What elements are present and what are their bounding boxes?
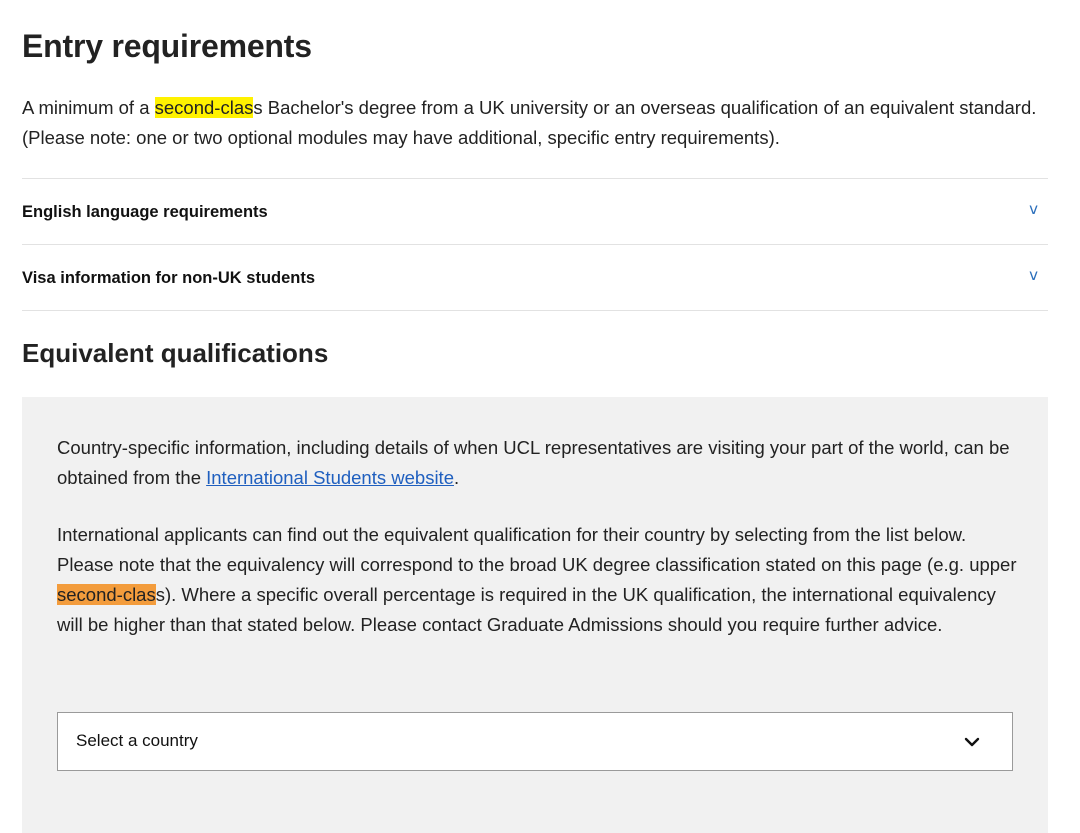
paragraph-text-post: s). Where a specific overall percentage is required in the UK qualification, the international equivalency will be higher than that stated below. Please contact Graduate Admissions should you require further advice. <box>57 584 996 635</box>
select-value: Select a country <box>76 731 198 750</box>
accordion-english-language[interactable] <box>22 178 1048 244</box>
country-select[interactable] <box>57 712 1013 771</box>
entry-intro <box>22 93 1052 153</box>
international-students-link[interactable]: International Students website <box>206 467 454 488</box>
search-highlight: second-clas <box>154 97 254 118</box>
accordion-visa-information[interactable] <box>22 244 1048 311</box>
intro-text-pre: A minimum of a <box>22 97 155 118</box>
paragraph-text-pre: International applicants can find out the equivalent qualification for their country by selecting from the list below. Please note that the equivalency will correspond to the broad UK degree classification stated on this page (e.g. upper <box>57 524 1017 575</box>
paragraph-text-pre: Country-specific information, including details of when UCL representatives are visiting your part of the world, can be obtained from the <box>57 437 1010 488</box>
chevron-down-icon[interactable]: v <box>1029 266 1038 284</box>
equivalency-paragraph <box>57 520 1022 640</box>
accordion-label: Visa information for non-UK students <box>22 269 316 287</box>
country-info-paragraph <box>57 433 1022 493</box>
accordion-label: English language requirements <box>22 203 268 221</box>
paragraph-text-post: . <box>453 467 460 488</box>
page-title: Entry requirements <box>22 28 312 64</box>
equivalent-qualifications-panel <box>22 397 1048 833</box>
current-search-highlight: second-clas <box>57 584 156 605</box>
chevron-down-icon[interactable]: v <box>1029 200 1038 218</box>
chevron-down-icon[interactable] <box>962 732 982 752</box>
intro-text-post: s Bachelor's degree from a UK university or an overseas qualification of an equivalent standard. (Please note: one or two optional modules may have additional, specific entry requirements). <box>22 97 1037 148</box>
section-title: Equivalent qualifications <box>22 338 329 368</box>
